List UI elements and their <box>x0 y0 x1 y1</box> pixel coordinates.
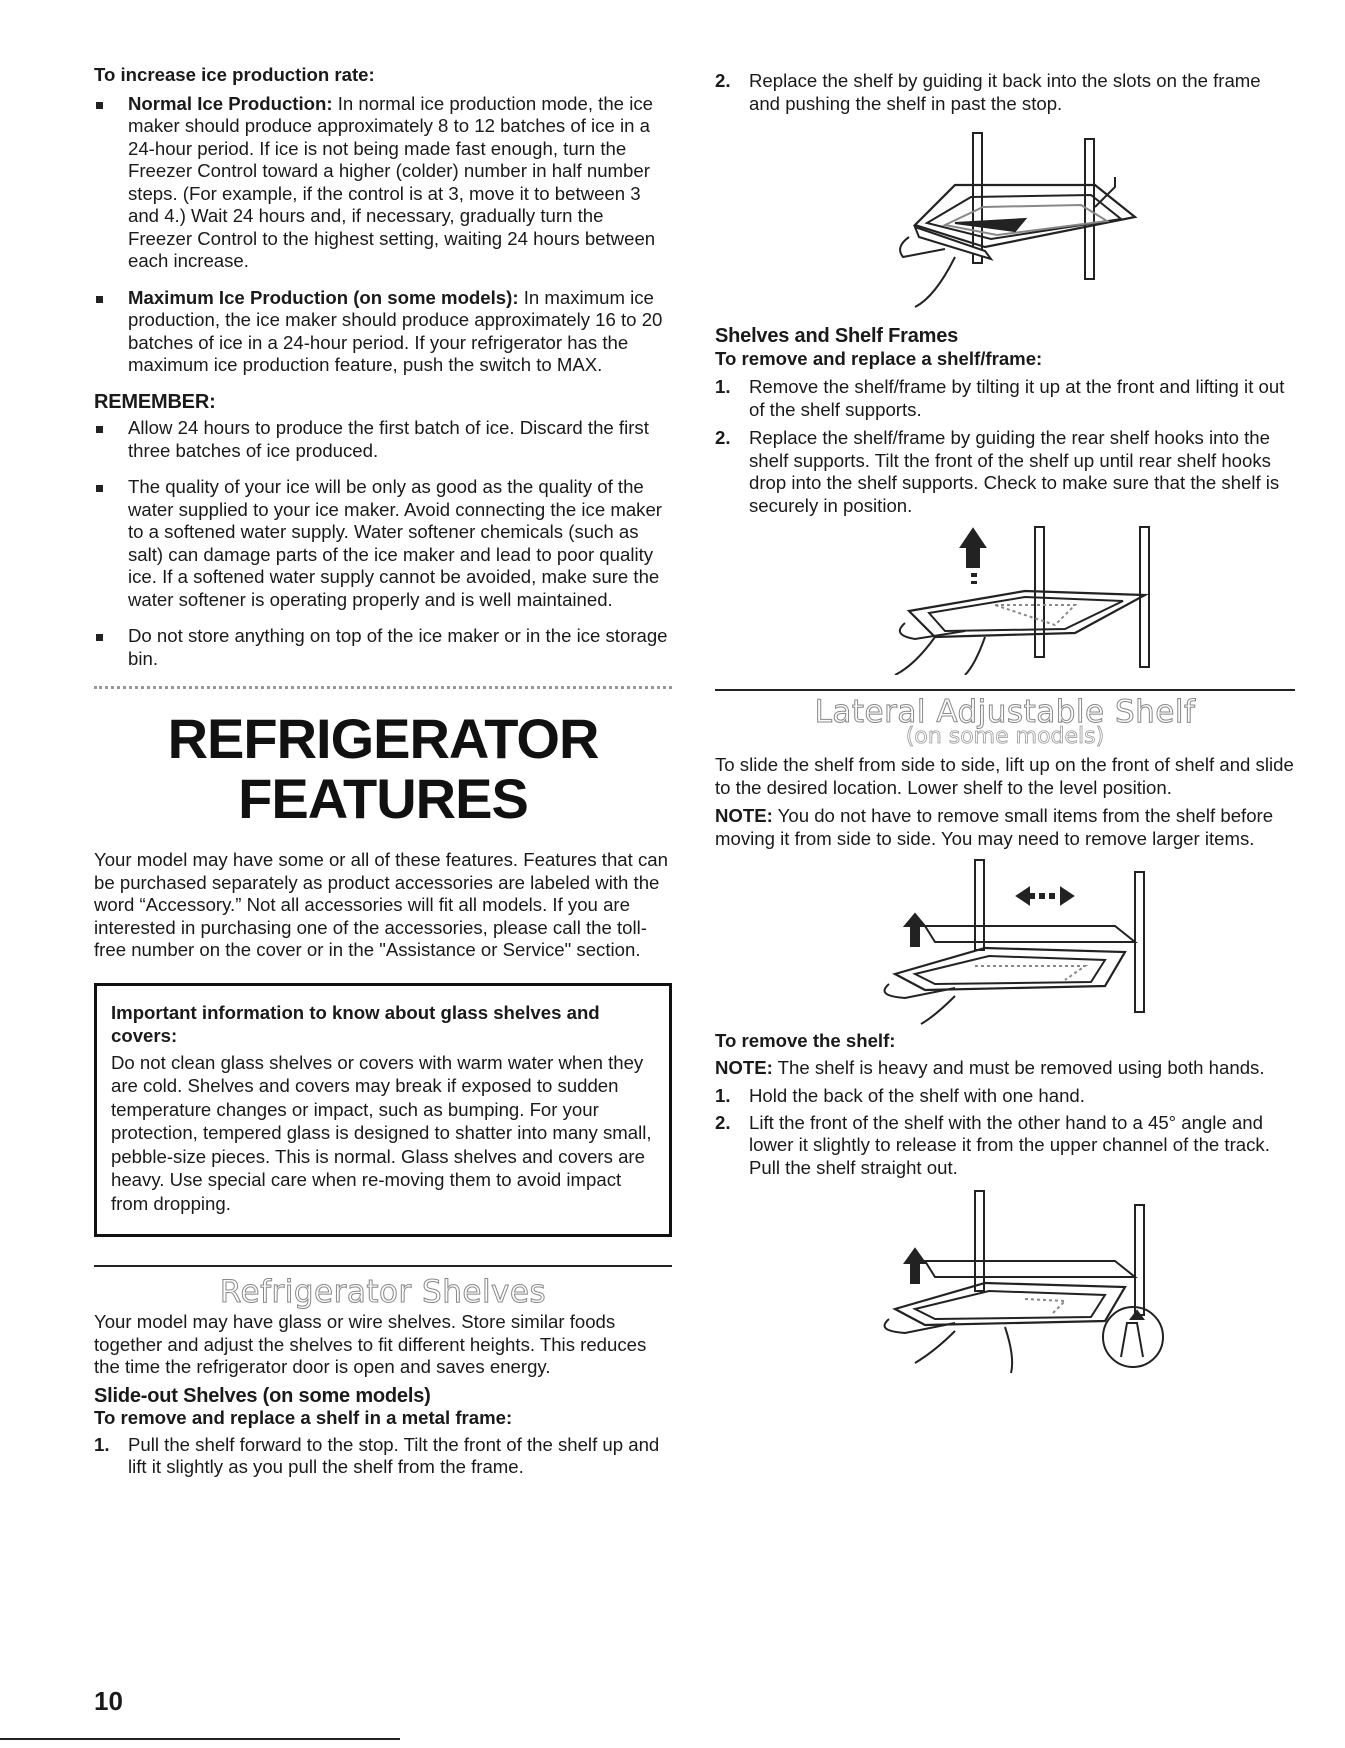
lateral-shelf-illustration <box>865 856 1165 1026</box>
bullet-normal-ice <box>94 93 672 273</box>
step-text: Replace the shelf by guiding it back into the slots on the frame and pushing the shelf in past the stop. <box>749 70 1261 114</box>
frames-subheading: To remove and replace a shelf/frame: <box>715 347 1043 369</box>
step-text: Replace the shelf/frame by guiding the rear shelf hooks into the shelf supports. Tilt the front of the shelf up until rear shelf hooks drop into the shelf supports. Check to make sure that the shelf is securely in position. <box>749 427 1280 516</box>
note-text: The shelf is heavy and must be removed using both hands. <box>772 1056 1265 1078</box>
note-text: You do not have to remove small items from the shelf before moving it from side to side. You may need to remove larger items. <box>715 805 1274 849</box>
lateral-subtitle: (on some models) <box>905 723 1105 749</box>
frames-step <box>715 427 1295 517</box>
slideout-heading: Slide-out Shelves (on some models) <box>94 1384 431 1407</box>
remove-note <box>715 1057 1295 1080</box>
shelves-intro: Your model may have glass or wire shelves. Store similar foods together and adjust the shelves to fit different heights. This reduces the time the refrigerator door is open and saves energy. <box>94 1311 647 1378</box>
bullet-max-ice <box>94 287 672 377</box>
note-label: NOTE: <box>715 805 773 826</box>
remember-item: Allow 24 hours to produce the first batch of ice. Discard the first three batches of ice produced. <box>94 417 672 462</box>
bullet-lead: Maximum Ice Production (on some models): <box>128 286 519 308</box>
step-number: 1. <box>715 376 731 397</box>
remove-shelf-illustration <box>865 1187 1165 1377</box>
glass-warning-heading: Important information to know about glass shelves and covers: <box>111 1001 600 1046</box>
features-title-line2: FEATURES <box>238 767 528 830</box>
bullet-text: In maximum ice production, the ice maker should produce approximately 16 to 20 batches of ice in a 24-hour period. If your refrigerator has the maximum ice production feature, push the switch to MAX. <box>128 286 663 375</box>
step-number: 1. <box>715 1085 731 1106</box>
remember-heading: REMEMBER: <box>94 390 216 413</box>
step-text: Lift the front of the shelf with the other hand to a 45° angle and lower it slightly to release it from the upper channel of the track. Pull the shelf straight out. <box>749 1111 1270 1178</box>
glass-warning-box <box>94 983 672 1237</box>
bullet-lead: Normal Ice Production: <box>128 92 333 114</box>
frames-step <box>715 376 1295 421</box>
remove-shelf-heading: To remove the shelf: <box>715 1030 896 1051</box>
step-number: 2. <box>715 427 731 448</box>
remove-step <box>715 1112 1295 1180</box>
step-number: 2. <box>715 1111 731 1133</box>
remember-item: The quality of your ice will be only as good as the quality of the water supplied to your ice maker. Avoid connecting the ice maker to a softened water supply. Water softener chemicals (such as salt) can damage parts of the ice maker and lead to poor quality ice. If a softened water supply cannot be avoided, make sure the water softener is operating properly and is well maintained. <box>94 476 672 611</box>
step-text: Remove the shelf/frame by tilting it up at the front and lifting it out of the shelf supports. <box>749 376 1285 420</box>
step-number: 1. <box>94 1433 110 1455</box>
step-text: Pull the shelf forward to the stop. Tilt the front of the shelf up and lift it slightly as you pull the shelf from the frame. <box>128 1433 660 1478</box>
lateral-note <box>715 805 1295 850</box>
slideout-step <box>94 1434 672 1479</box>
left-column <box>94 64 672 1479</box>
note-label: NOTE: <box>715 1056 773 1078</box>
remember-item: Do not store anything on top of the ice maker or in the ice storage bin. <box>94 625 672 670</box>
slideout-subheading: To remove and replace a shelf in a metal frame: <box>94 1407 513 1429</box>
slide-shelf-illustration <box>885 127 1145 317</box>
shelf-frame-illustration <box>875 525 1175 675</box>
features-intro: Your model may have some or all of these features. Features that can be purchased separately as product accessories are labeled with the word “Accessory.” Not all accessories will fit all models. If you are interested in purchasing one of the accessories, please call the toll-free number on the cover or in the "Assistance or Service" section. <box>94 849 668 960</box>
ice-rate-heading: To increase ice production rate: <box>94 64 375 85</box>
shelves-section-title: Refrigerator Shelves <box>219 1273 547 1310</box>
section-rule <box>94 1265 672 1267</box>
page-number: 10 <box>94 1686 123 1716</box>
dotted-divider <box>94 686 672 689</box>
right-column <box>715 64 1295 1377</box>
lateral-title: Lateral Adjustable Shelf <box>814 694 1196 730</box>
replace-shelf-step <box>715 70 1295 115</box>
lateral-intro: To slide the shelf from side to side, lift up on the front of shelf and slide to the desired location. Lower shelf to the level position. <box>715 754 1294 798</box>
section-rule <box>715 689 1295 691</box>
footer-rule <box>0 1738 400 1740</box>
features-title-line1: REFRIGERATOR <box>167 707 599 770</box>
bullet-text: In normal ice production mode, the ice maker should produce approximately 8 to 12 batches of ice in a 24-hour period. If ice is not being made fast enough, turn the Freezer Control toward a higher (colder) number in half number steps. (For example, if the control is at 3, move it to between 3 and 4.) Wait 24 hours and, if necessary, gradually turn the Freezer Control to the highest setting, waiting 24 hours between each increase. <box>128 92 656 271</box>
step-text: Hold the back of the shelf with one hand. <box>749 1085 1085 1106</box>
frames-heading: Shelves and Shelf Frames <box>715 325 959 347</box>
remove-step <box>715 1085 1295 1108</box>
glass-warning-text: Do not clean glass shelves or covers with warm water when they are cold. Shelves and covers may break if exposed to sudden temperature changes or impact, such as bumping. For your protection, tempered glass is designed to shatter into many small, pebble-size pieces. This is normal. Glass shelves and covers are heavy. Use special care when re-moving them to avoid impact from dropping. <box>111 1051 652 1215</box>
step-number: 2. <box>715 70 731 91</box>
